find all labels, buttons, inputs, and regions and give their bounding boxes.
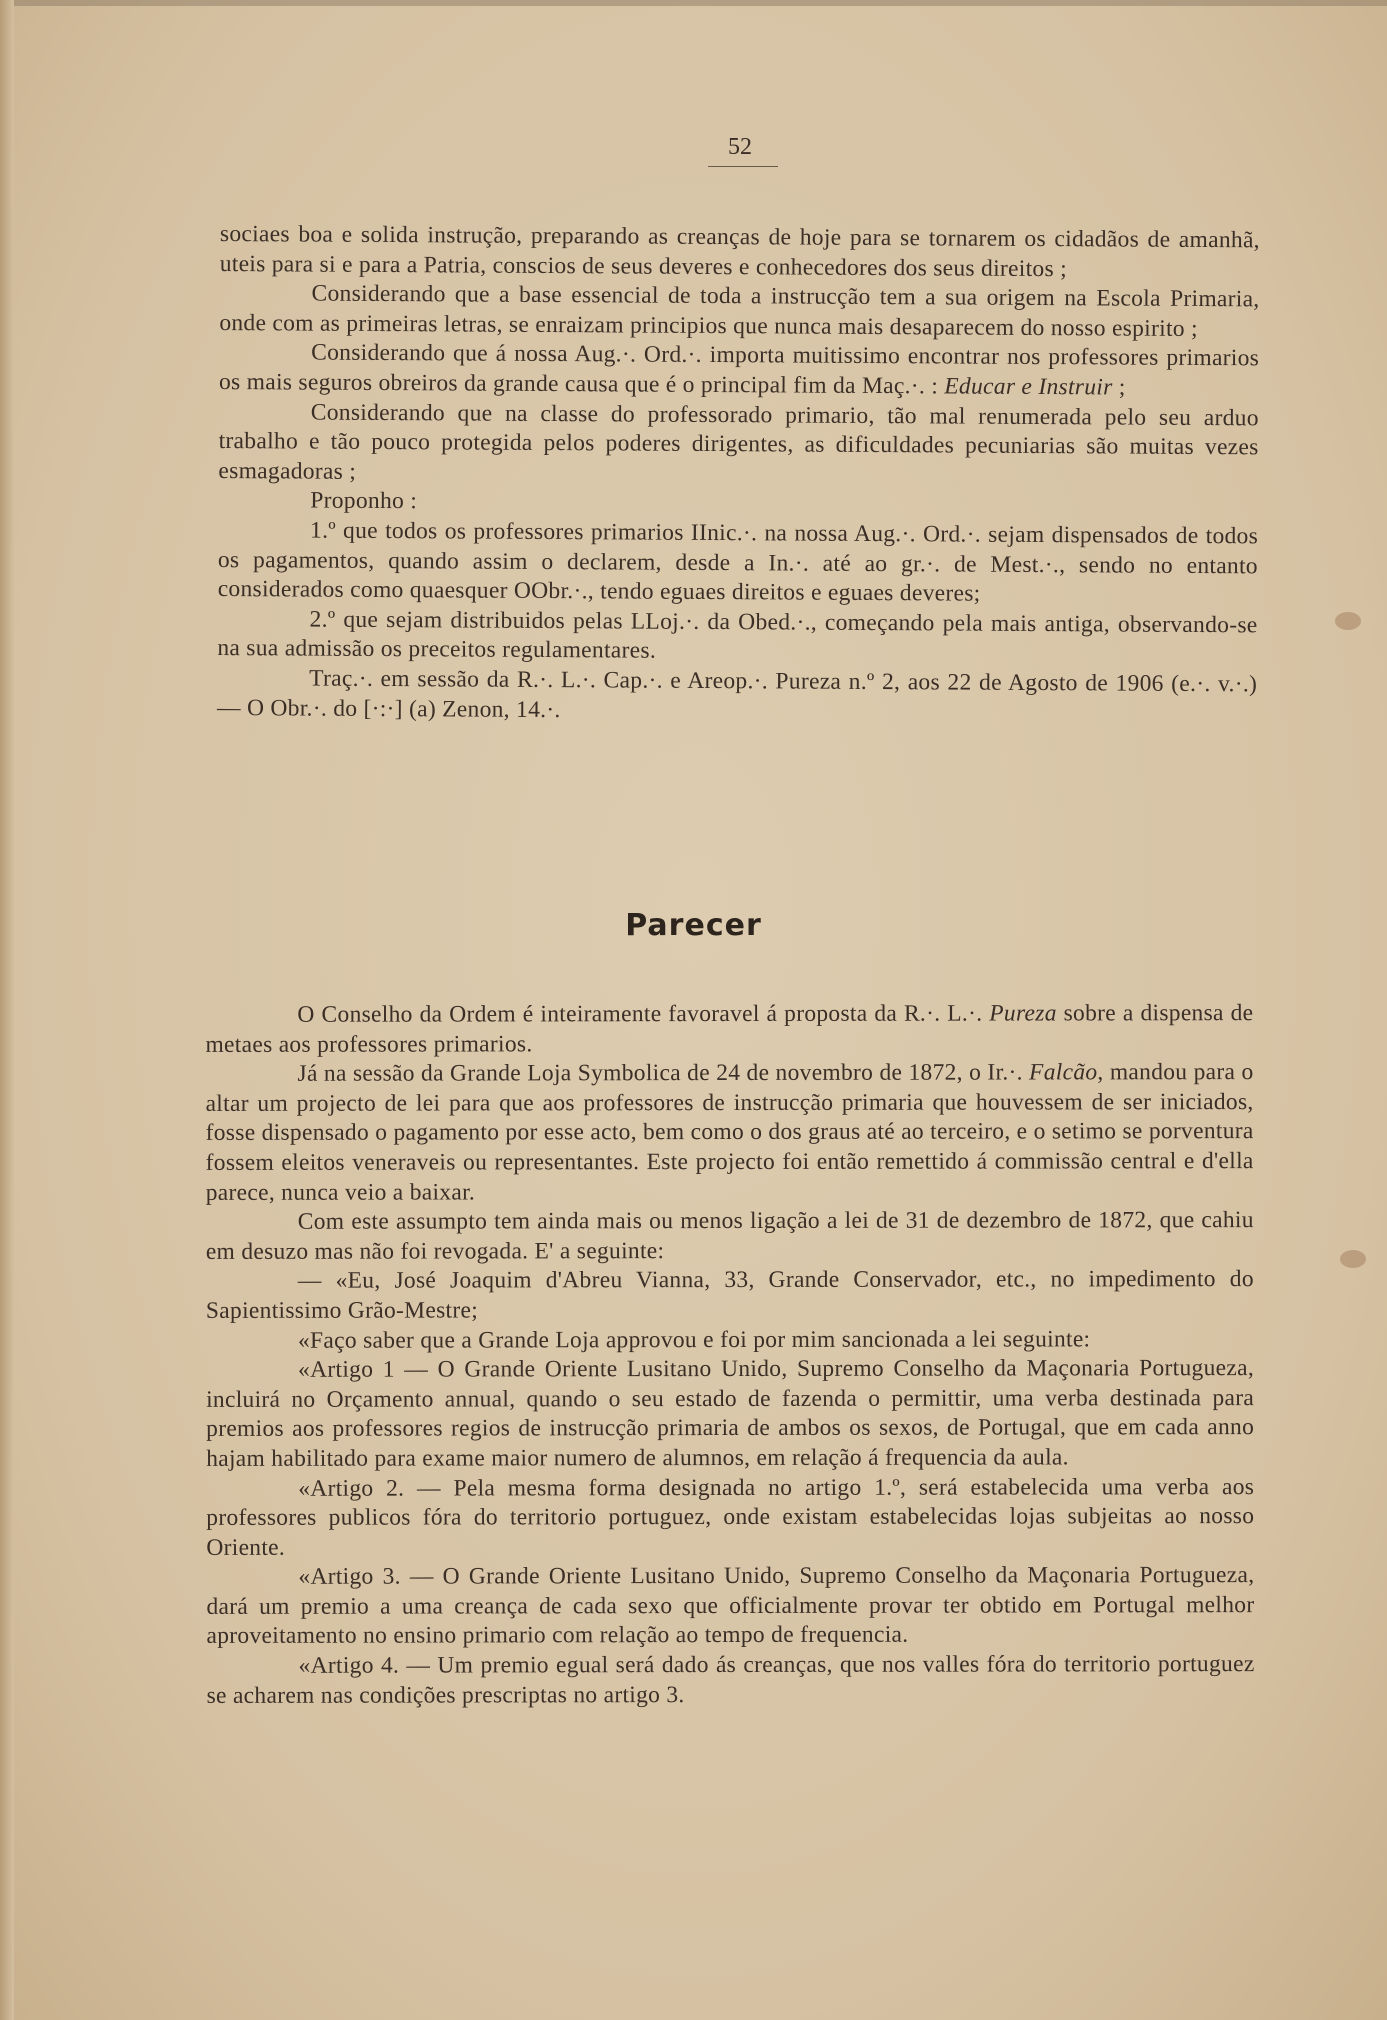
paragraph: «Artigo 3. — O Grande Oriente Lusitano Unido, Supremo Conselho da Maçonaria Portugueza, dará um premio a uma creança de cada sexo que officialmente provar ter obtido em Portugal melhor aproveitamento no ensino primario com relação ao tempo de frequencia. xyxy=(206,1562,1255,1650)
text-run: sobre a dispensa de metaes aos professores primarios. xyxy=(205,1000,1254,1058)
text-run: , mandou para o altar um projecto de lei para que aos professores de instrucção primaria que houvessem de ser iniciados, fosse dispensado o pagamento por esse acto, bem como o dos graus até ao terceiro, e o setimo se porventura fossem eleitos veneraveis ou representantes. Este projecto foi então remettido á commissão central e d'ella parece, nunca veio a baixar. xyxy=(205,1059,1254,1206)
paragraph: Considerando que na classe do professorado primario, tão mal renumerada pelo seu arduo trabalho e tão pouco protegida pelos poderes dirigentes, as dificuldades pecuniarias são muitas vezes esmagadoras ; xyxy=(218,399,1259,485)
text-run: ; xyxy=(1112,374,1126,401)
paragraph xyxy=(219,338,1259,404)
paragraph: Proponho : xyxy=(310,487,418,515)
proposal-text xyxy=(217,220,1260,729)
italic-text: Falcão xyxy=(1029,1059,1098,1086)
paragraph: Considerando que a base essencial de toda a instrucção tem a sua origem na Escola Primaria, onde com as primeiras letras, se enraizam principios que nunca mais desaparecem do nosso espirito ; xyxy=(219,280,1260,342)
paragraph: 1.º que todos os professores primarios IInic.·. na nossa Aug.·. Ord.·. sejam dispensados de todos os pagamentos, quando assim o declarem, desde a In.·. até ao gr.·. de Mest.·., sendo no entanto considerados como quaesquer OObr.·., tendo eguaes direitos e eguaes deveres; xyxy=(217,517,1259,607)
page-edge-left xyxy=(0,0,14,2020)
paragraph: Traç.·. em sessão da R.·. L.·. Cap.·. e Areop.·. Pureza n.º 2, aos 22 de Agosto de 1906 (e.·. v.·.) — O Obr.·. do [·:·] (a) Zenon, 14.·. xyxy=(216,665,1258,723)
section-title: Parecer xyxy=(625,908,762,943)
paragraph xyxy=(205,1058,1253,1208)
opinion-text xyxy=(205,999,1254,1711)
paragraph: «Artigo 1 — O Grande Oriente Lusitano Unido, Supremo Conselho da Maçonaria Portugueza, incluirá no Orçamento annual, quando o seu estado de fazenda o permittir, uma verba destinada para premios aos professores regios de instrucção primaria de ambos os sexos, de Portugal, que em cada anno hajam habilitado para exame maior numero de alumnos, em relação á frequencia da aula. xyxy=(206,1355,1255,1472)
page-number: 52 xyxy=(728,134,752,160)
paragraph: — «Eu, José Joaquim d'Abreu Vianna, 33, Grande Conservador, etc., no impedimento do Sapientissimo Grão-Mestre; xyxy=(205,1266,1254,1324)
paper-blemish xyxy=(1335,612,1361,630)
text-run: Considerando que á nossa Aug.·. Ord.·. importa muitissimo encontrar nos professores primarios os mais seguros obreiros da grande causa que é o principal fim da Maç.·. : xyxy=(218,339,1260,400)
italic-text: Pureza xyxy=(989,1000,1057,1027)
paragraph: «Artigo 4. — Um premio egual será dado ás creanças, que nos valles fóra do territorio portuguez se acharem nas condições prescriptas no artigo 3. xyxy=(206,1651,1255,1709)
paragraph xyxy=(205,999,1253,1060)
text-run: O Conselho da Ordem é inteiramente favoravel á proposta da R.·. L.·. xyxy=(297,1000,990,1028)
paragraph: sociaes boa e solida instrução, preparando as creanças de hoje para se tornarem os cidadãos de amanhã, uteis para si e para a Patria, conscios de seus deveres e conhecedores dos seus direitos ; xyxy=(219,220,1260,282)
paragraph: 2.º que sejam distribuidos pelas LLoj.·. da Obed.·., começando pela mais antiga, observando-se na sua admissão os preceitos regulamentares. xyxy=(217,606,1258,664)
paragraph: «Artigo 2. — Pela mesma forma designada no artigo 1.º, será estabelecida uma verba aos professores publicos fóra do territorio portuguez, onde existam estabelecidas lojas subjeitas ao nosso Oriente. xyxy=(206,1473,1255,1561)
paragraph: «Faço saber que a Grande Loja approvou e foi por mim sancionada a lei seguinte: xyxy=(297,1325,1091,1354)
italic-text: Educar e Instruir xyxy=(944,373,1113,401)
page-edge-top xyxy=(0,0,1387,6)
page-number-rule xyxy=(708,166,778,167)
paragraph: Com este assumpto tem ainda mais ou menos ligação a lei de 31 de dezembro de 1872, que cahiu em desuzo mas não foi revogada. E' a seguinte: xyxy=(205,1207,1254,1265)
text-run: Já na sessão da Grande Loja Symbolica de 24 de novembro de 1872, o Ir.·. xyxy=(297,1059,1030,1087)
paper-blemish xyxy=(1340,1250,1366,1268)
